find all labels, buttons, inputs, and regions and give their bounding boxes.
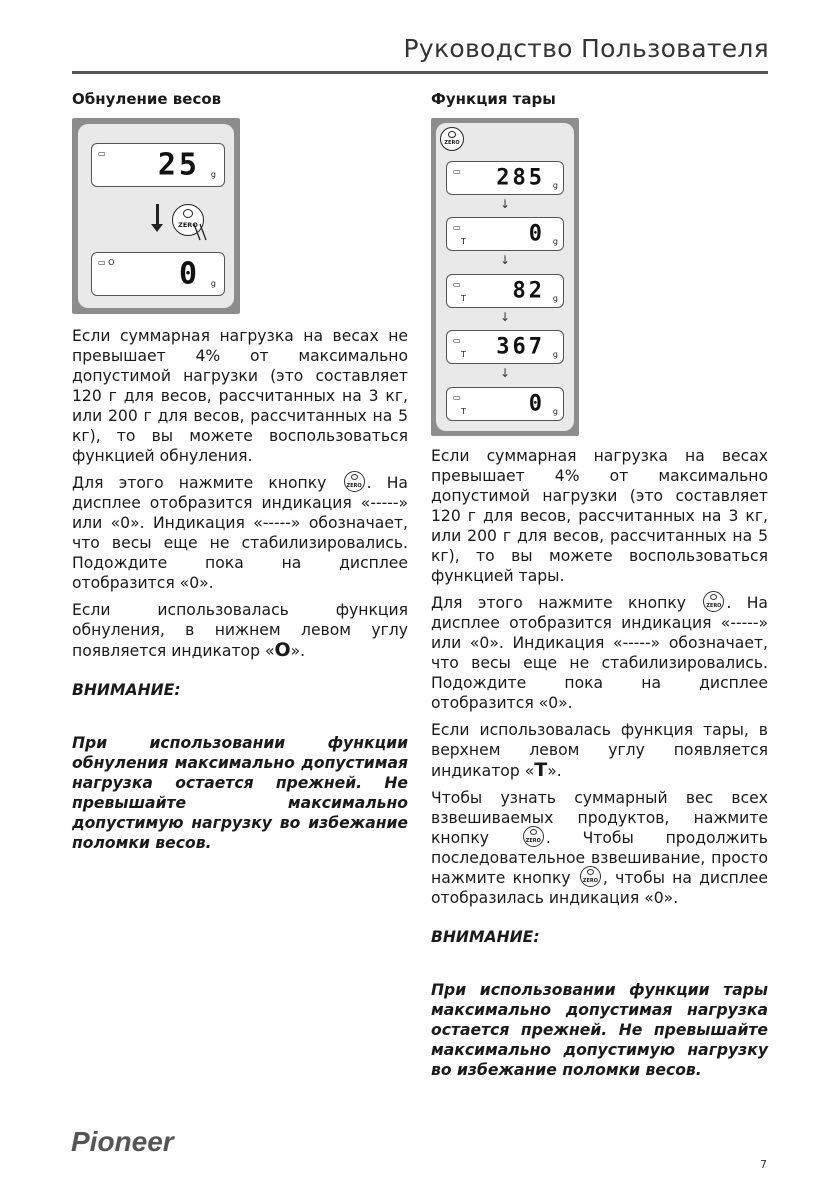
arrow-down-icon: ↓ [500, 366, 511, 380]
lcd-unit: g [210, 279, 216, 288]
tare-indicator: T [461, 407, 466, 416]
arrow-down-icon: ↓ [500, 253, 511, 267]
paragraph: Чтобы узнать суммарный вес всех взвешиваемых продуктов, нажмите кнопку ZERO . Чтобы продолжить последовательное взвешивание, просто нажмите кнопку ZERO , чтобы на дисплее отобразилась индикация «0». [431, 789, 768, 907]
weight-indicator: ▭ [453, 223, 461, 232]
zero-button-icon: ZERO [580, 866, 601, 887]
weight-indicator: ▭ [453, 280, 461, 289]
warning-title: ВНИМАНИЕ: [72, 681, 181, 699]
page-header-title: Руководство Пользователя [403, 34, 769, 63]
zero-button-icon: ZERO [523, 826, 544, 847]
zero-indicator: ▭ O [98, 258, 115, 267]
lcd-display [91, 143, 225, 187]
brand-logo: Pioneer [71, 1126, 174, 1157]
paragraph: Если суммарная нагрузка на весах не превышает 4% от максимально допустимой нагрузки (это составляет 120 г для весов, рассчитанных на 3 кг, или 200 г для весов, рассчитанных на 5 кг), то вы можете воспользоваться функцией обнуления. [72, 327, 408, 465]
paragraph: Если использовалась функция обнуления, в нижнем левом углу появляется индикатор «O». [72, 601, 408, 661]
tare-indicator: T [461, 237, 466, 246]
lcd-unit: g [552, 181, 558, 190]
page-number: 7 [760, 1158, 767, 1171]
paragraph: Если использовалась функция тары, в верхнем левом углу появляется индикатор «T». [431, 721, 768, 781]
weight-indicator: ▭ [453, 336, 461, 345]
section-title: Обнуление весов [72, 90, 222, 108]
zero-indicator-symbol: O [274, 639, 291, 661]
lcd-unit: g [552, 350, 558, 359]
warning-title: ВНИМАНИЕ: [431, 928, 540, 946]
header-divider [72, 71, 768, 74]
lcd-value: 82 [512, 278, 545, 304]
paragraph: Для этого нажмите кнопку ZERO . На дисплее отобразится индикация «-----» или «0». Индикация «-----» обозначает, что весы еще не стабилизировались. Подождите пока на дисплее отобразится «0». [431, 593, 768, 713]
lcd-value: 25 [157, 147, 200, 183]
lcd-value: 0 [178, 256, 200, 292]
arrow-down-icon: ↓ [500, 197, 511, 211]
finger-icon [190, 222, 214, 248]
lcd-unit: g [552, 407, 558, 416]
arrow-head-icon [151, 224, 163, 232]
tare-indicator: T [461, 294, 466, 303]
lcd-display [446, 274, 564, 308]
lcd-display [446, 161, 564, 195]
lcd-unit: g [552, 294, 558, 303]
zero-button-icon: ZERO [703, 591, 724, 612]
arrow-down-icon: ↓ [500, 310, 511, 324]
lcd-unit: g [210, 170, 216, 179]
zero-button-icon: ZERO [440, 127, 464, 151]
lcd-value: 367 [496, 334, 545, 360]
lcd-unit: g [552, 237, 558, 246]
lcd-value: 0 [528, 391, 545, 417]
lcd-display [446, 217, 564, 251]
lcd-value: 285 [496, 165, 545, 191]
lcd-display [446, 387, 564, 421]
zero-button-icon: ZERO [344, 471, 365, 492]
tare-illustration [431, 118, 579, 436]
weight-indicator: ▭ [98, 149, 106, 158]
lcd-display [91, 252, 225, 296]
section-tare [431, 90, 768, 1080]
zero-label: ZERO [178, 221, 198, 229]
tare-indicator: T [461, 350, 466, 359]
weight-indicator: ▭ [453, 393, 461, 402]
section-title: Функция тары [431, 90, 556, 108]
zeroing-illustration [72, 118, 240, 314]
weight-indicator: ▭ [453, 167, 461, 176]
warning-text: При использовании функции тары максимально допустимая нагрузка остается прежней. Не превышайте максимально допустимую нагрузку во избежание поломки весов. [431, 981, 768, 1079]
paragraph: Для этого нажмите кнопку ZERO . На дисплее отобразится индикация «-----» или «0». Индикация «-----» обозначает, что весы еще не стабилизировались. Подождите пока на дисплее отобразится «0». [72, 473, 408, 593]
section-zeroing [72, 90, 408, 853]
tare-indicator-symbol: T [534, 759, 548, 781]
lcd-value: 0 [528, 221, 545, 247]
paragraph: Если суммарная нагрузка на весах превышает 4% от максимально допустимой нагрузки (это составляет 120 г для весов, рассчитанных на 3 кг, или 200 г для весов, рассчитанных на 5 кг), то вы можете воспользоваться функцией тары. [431, 447, 768, 585]
lcd-display [446, 330, 564, 364]
warning-text: При использовании функции обнуления максимально допустимая нагрузка остается прежней. Не превышайте максимально допустимую нагрузку во избежание поломки весов. [72, 734, 408, 852]
